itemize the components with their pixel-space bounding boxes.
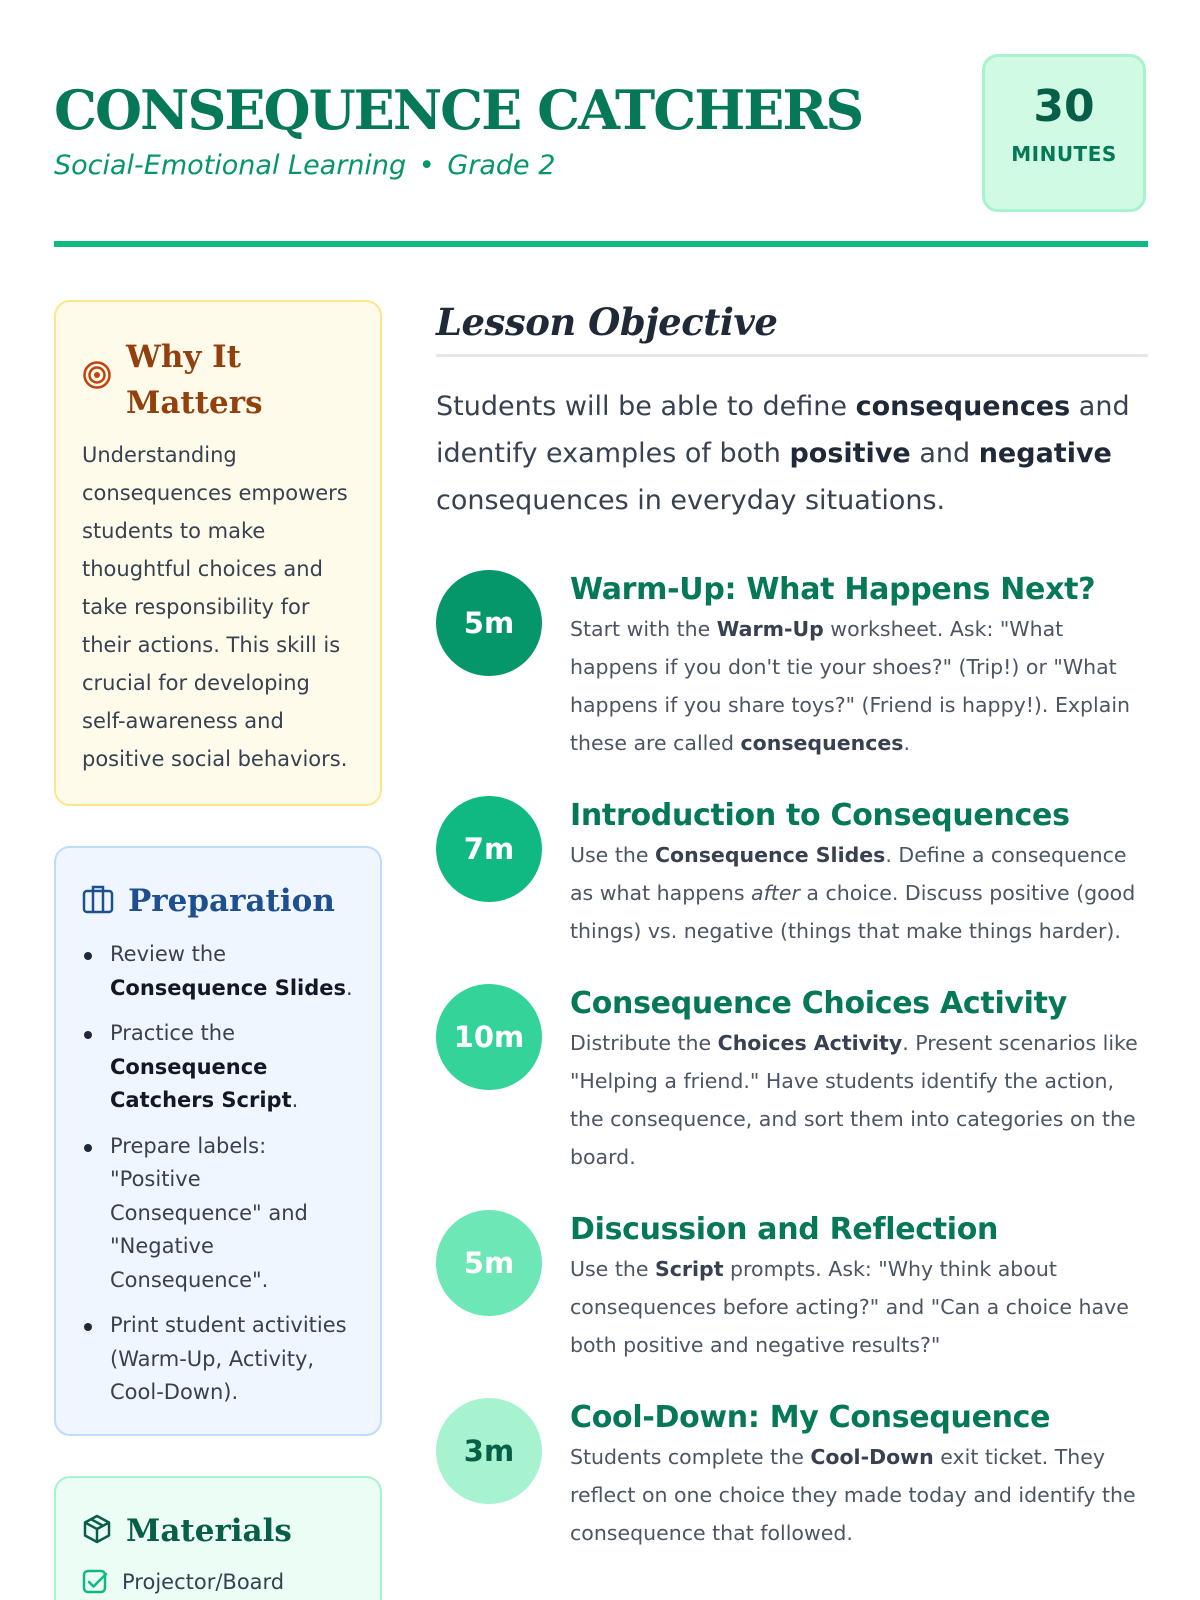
step-title: Consequence Choices Activity — [570, 986, 1067, 1021]
why-title: Why It Matters — [126, 339, 263, 421]
timeline-step — [436, 796, 1148, 984]
list-item: Projector/Board — [82, 1564, 354, 1600]
step-title: Cool-Down: My Consequence — [570, 1400, 1051, 1435]
duration-unit: MINUTES — [1011, 142, 1117, 166]
lesson-timeline — [436, 570, 1148, 1558]
step-time-badge: 5m — [436, 1210, 542, 1316]
timeline-step — [436, 570, 1148, 796]
target-icon — [82, 360, 112, 390]
briefcase-icon — [82, 884, 114, 914]
step-time-badge: 7m — [436, 796, 542, 902]
checkbox-checked-icon — [82, 1569, 108, 1595]
materials-list — [82, 1564, 354, 1600]
duration-badge — [982, 54, 1146, 212]
materials-title: Materials — [126, 1513, 292, 1549]
objective-text: Students will be able to define consequences and identify examples of both positive and negative consequences in everyday situations. — [436, 391, 1130, 516]
materials-card — [54, 1476, 382, 1600]
step-time-badge: 5m — [436, 570, 542, 676]
list-item: Review the Consequence Slides. — [82, 938, 354, 1005]
why-text: Understanding consequences empowers students to make thoughtful choices and take responsibility for their actions. This skill is crucial for developing self-awareness and positive social behaviors. — [82, 443, 348, 771]
step-title: Warm-Up: What Happens Next? — [570, 572, 1096, 607]
subject-label: Social-Emotional Learning — [54, 150, 407, 181]
lesson-subtitle — [54, 150, 555, 181]
header-divider — [54, 241, 1148, 247]
duration-value: 30 — [1033, 81, 1095, 132]
timeline-step — [436, 1210, 1148, 1398]
main-content — [436, 300, 1148, 1558]
lesson-header — [54, 52, 1148, 242]
preparation-card — [54, 846, 382, 1436]
sidebar — [54, 300, 382, 1600]
step-description: Distribute the Choices Activity. Present scenarios like "Helping a friend." Have students identify the action, the consequence, and sort them into categories on the board. — [570, 1031, 1138, 1169]
lesson-title: CONSEQUENCE CATCHERS — [54, 78, 863, 142]
subtitle-separator: • — [418, 150, 435, 181]
step-description: Start with the Warm-Up worksheet. Ask: "What happens if you don't tie your shoes?" (Trip!) or "What happens if you share toys?" (Friend is happy!). Explain these are called consequences. — [570, 617, 1131, 755]
list-item: Prepare labels: "Positive Consequence" and "Negative Consequence". — [82, 1130, 354, 1298]
package-icon — [82, 1514, 112, 1544]
objective-heading: Lesson Objective — [436, 300, 1148, 357]
preparation-list — [82, 938, 354, 1410]
step-description: Use the Consequence Slides. Define a consequence as what happens after a choice. Discuss positive (good things) vs. negative (things that make things harder). — [570, 843, 1136, 943]
step-time-badge: 10m — [436, 984, 542, 1090]
step-description: Use the Script prompts. Ask: "Why think about consequences before acting?" and "Can a choice have both positive and negative results?" — [570, 1257, 1129, 1357]
preparation-title: Preparation — [128, 883, 335, 919]
step-description: Students complete the Cool-Down exit ticket. They reflect on one choice they made today and identify the consequence that followed. — [570, 1445, 1136, 1545]
step-time-badge: 3m — [436, 1398, 542, 1504]
list-item: Print student activities (Warm-Up, Activity, Cool-Down). — [82, 1309, 354, 1410]
step-title: Discussion and Reflection — [570, 1212, 999, 1247]
grade-label: Grade 2 — [447, 150, 556, 181]
timeline-step — [436, 984, 1148, 1210]
why-it-matters-card — [54, 300, 382, 806]
list-item: Practice the Consequence Catchers Script. — [82, 1017, 354, 1118]
step-title: Introduction to Consequences — [570, 798, 1070, 833]
timeline-step — [436, 1398, 1148, 1558]
